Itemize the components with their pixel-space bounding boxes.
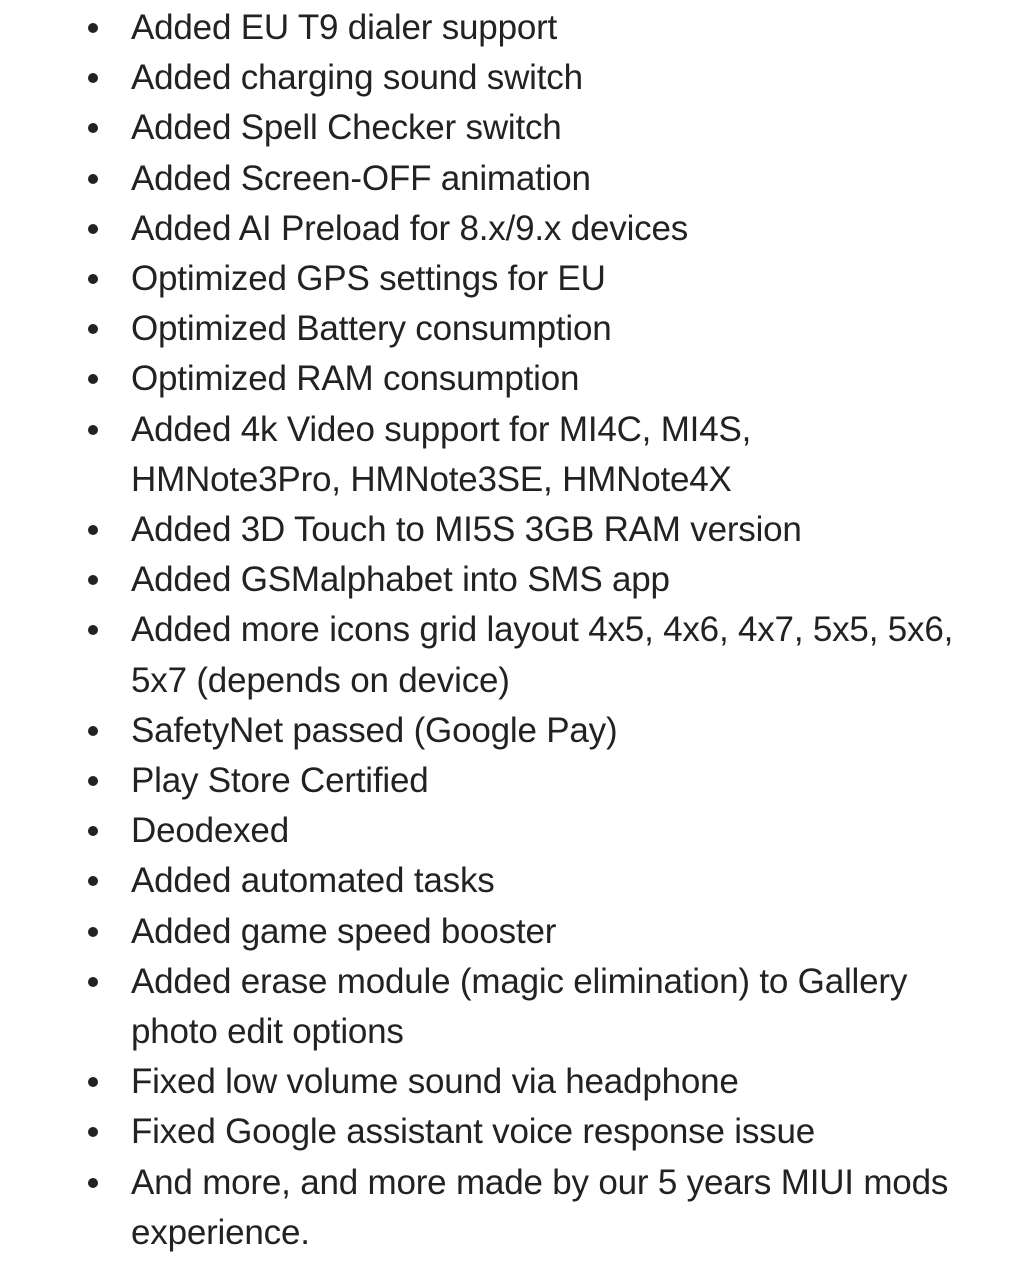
list-item-text: And more, and more made by our 5 years MIUI mods	[131, 1162, 949, 1202]
bullet-icon	[88, 324, 98, 334]
list-item-text: Added 4k Video support for MI4C, MI4S,	[131, 409, 752, 449]
list-item	[0, 1107, 1024, 1157]
changelog-list	[0, 3, 1024, 1258]
list-item-text: Added Spell Checker switch	[131, 108, 562, 148]
list-item	[0, 103, 1024, 153]
bullet-icon	[88, 1077, 98, 1087]
list-item-text: Optimized RAM consumption	[131, 359, 580, 399]
list-item	[0, 505, 1024, 555]
bullet-icon	[88, 625, 98, 635]
list-item-text: Added EU T9 dialer support	[131, 8, 558, 47]
list-item	[0, 53, 1024, 103]
list-item	[0, 555, 1024, 605]
list-item	[0, 354, 1024, 404]
list-item-text: Added automated tasks	[131, 861, 495, 901]
bullet-icon	[88, 927, 98, 937]
bullet-icon	[88, 826, 98, 836]
list-item-text: Added charging sound switch	[131, 58, 583, 98]
bullet-icon	[88, 525, 98, 535]
list-item-text: Added Screen-OFF animation	[131, 158, 591, 198]
list-item-text-continued: photo edit options	[131, 1012, 404, 1052]
list-item	[0, 204, 1024, 254]
list-item	[0, 856, 1024, 906]
list-item	[0, 304, 1024, 354]
list-item	[0, 756, 1024, 806]
list-item	[0, 254, 1024, 304]
list-item	[0, 957, 1024, 1057]
bullet-icon	[88, 876, 98, 886]
list-item-text: Added game speed booster	[131, 911, 557, 951]
list-item-text: Fixed low volume sound via headphone	[131, 1062, 739, 1102]
bullet-icon	[88, 174, 98, 184]
list-item-text-continued: experience.	[131, 1212, 310, 1252]
list-item-text: SafetyNet passed (Google Pay)	[131, 710, 618, 750]
list-item-text: Play Store Certified	[131, 761, 429, 801]
list-item-text-continued: HMNote3Pro, HMNote3SE, HMNote4X	[131, 459, 732, 499]
list-item	[0, 3, 1024, 53]
list-item	[0, 706, 1024, 756]
bullet-icon	[88, 374, 98, 384]
list-item	[0, 907, 1024, 957]
list-item-text: Added erase module (magic elimination) to Gallery	[131, 961, 908, 1001]
bullet-icon	[88, 776, 98, 786]
list-item	[0, 1158, 1024, 1258]
bullet-icon	[88, 274, 98, 284]
list-item-text: Optimized GPS settings for EU	[131, 259, 606, 299]
bullet-icon	[88, 425, 98, 435]
list-item-text: Fixed Google assistant voice response issue	[131, 1112, 815, 1152]
list-item-text: Added 3D Touch to MI5S 3GB RAM version	[131, 510, 802, 550]
bullet-icon	[88, 224, 98, 234]
bullet-icon	[88, 977, 98, 987]
list-item-text: Deodexed	[131, 811, 289, 851]
bullet-icon	[88, 23, 98, 33]
list-item	[0, 154, 1024, 204]
bullet-icon	[88, 575, 98, 585]
list-item	[0, 806, 1024, 856]
bullet-icon	[88, 123, 98, 133]
list-item-text: Optimized Battery consumption	[131, 309, 612, 349]
bullet-icon	[88, 726, 98, 736]
list-item-text: Added more icons grid layout 4x5, 4x6, 4x7, 5x5, 5x6,	[131, 610, 954, 650]
list-item	[0, 1057, 1024, 1107]
list-item-text: Added AI Preload for 8.x/9.x devices	[131, 208, 689, 248]
bullet-icon	[88, 1178, 98, 1188]
list-item	[0, 605, 1024, 705]
bullet-icon	[88, 1127, 98, 1137]
list-item	[0, 405, 1024, 505]
list-item-text: Added GSMalphabet into SMS app	[131, 560, 670, 600]
bullet-icon	[88, 73, 98, 83]
list-item-text-continued: 5x7 (depends on device)	[131, 660, 510, 700]
